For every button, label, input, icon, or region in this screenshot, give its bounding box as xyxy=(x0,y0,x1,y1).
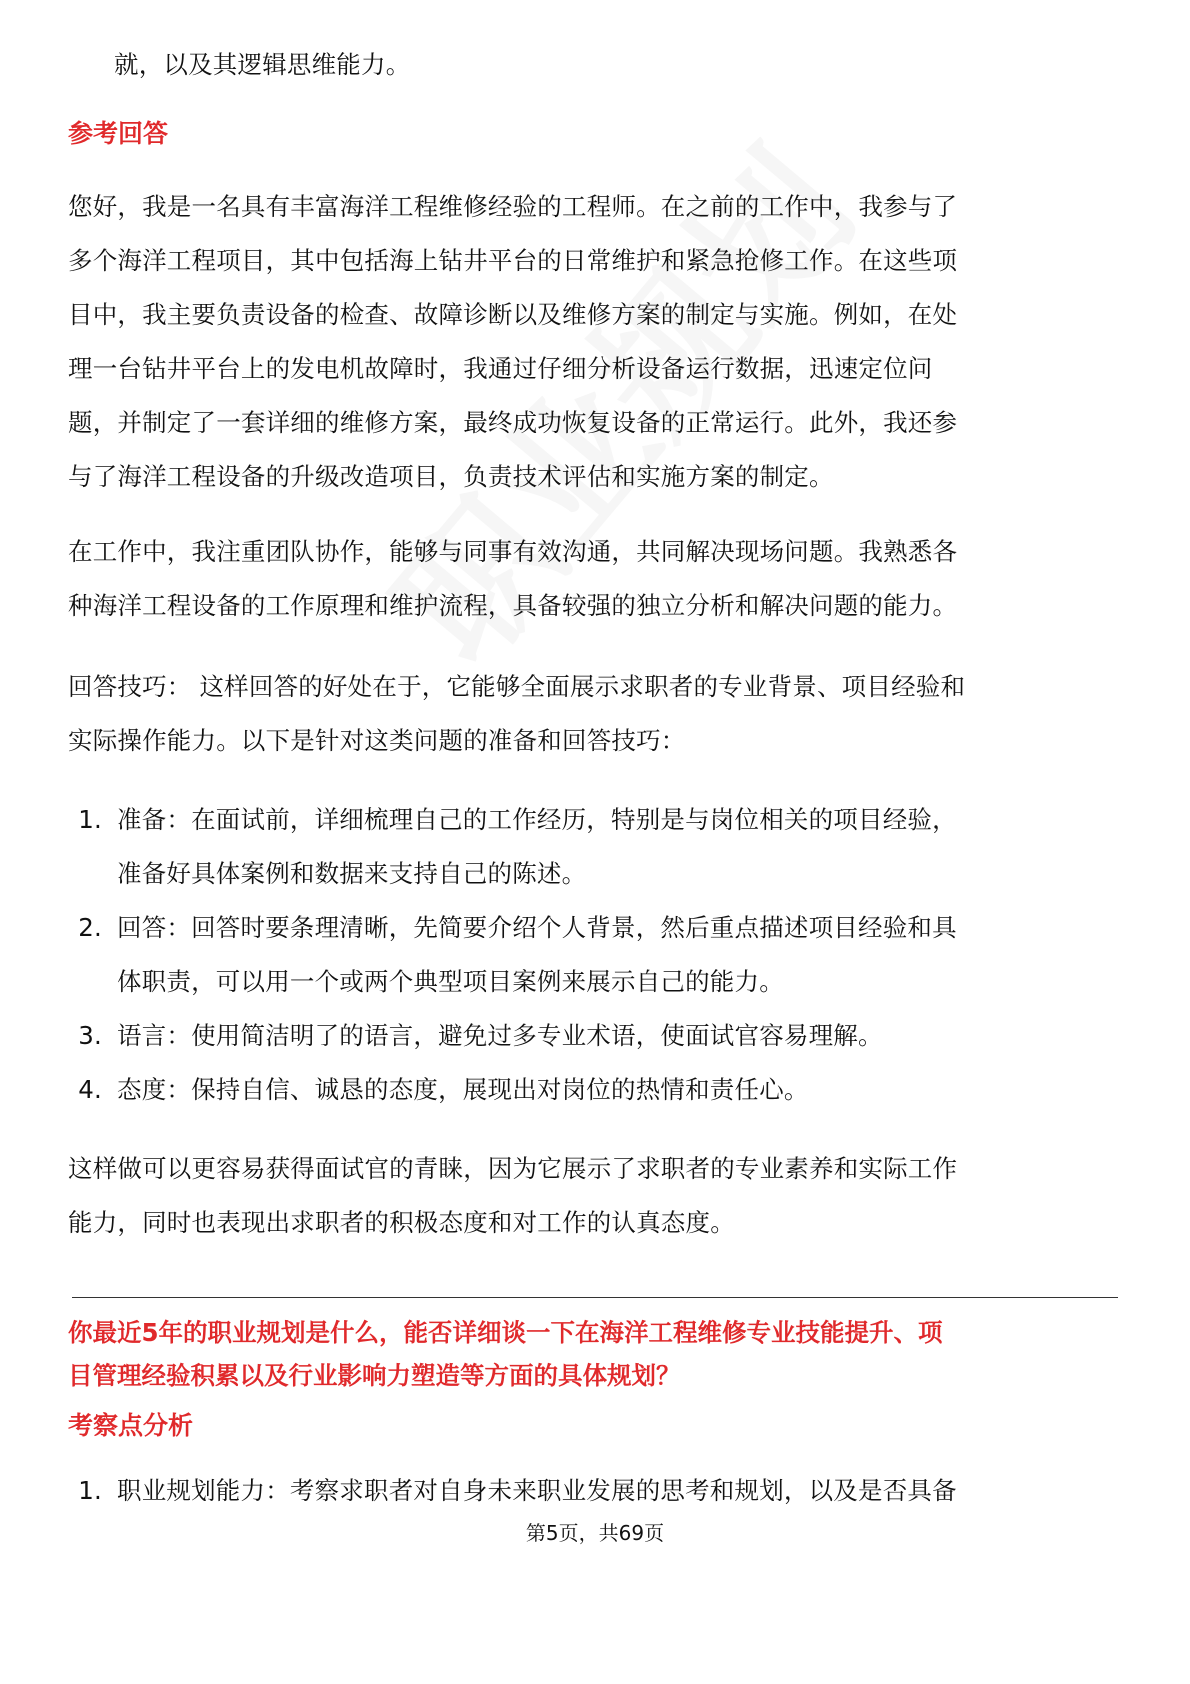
list-item xyxy=(0,793,1190,901)
answer-paragraph-2 xyxy=(68,525,1128,633)
text-line: 在工作中，我注重团队协作，能够与同事有效沟通，共同解决现场问题。我熟悉各 xyxy=(68,537,958,566)
list-number: 3. xyxy=(78,1021,102,1050)
text-line: 回答技巧： 这样回答的好处在于，它能够全面展示求职者的专业背景、项目经验和 xyxy=(68,672,966,701)
question-line: 你最近5年的职业规划是什么，能否详细谈一下在海洋工程维修专业技能提升、项 xyxy=(68,1318,943,1347)
list-item xyxy=(0,901,1190,1009)
list-item xyxy=(0,1009,1190,1063)
text-line: 您好，我是一名具有丰富海洋工程维修经验的工程师。在之前的工作中，我参与了 xyxy=(68,192,958,221)
closing-paragraph xyxy=(68,1142,1128,1250)
text-line: 种海洋工程设备的工作原理和维护流程，具备较强的独立分析和解决问题的能力。 xyxy=(68,591,958,620)
analysis-list xyxy=(0,1464,1190,1518)
list-item-line: 准备：在面试前，详细梳理自己的工作经历，特别是与岗位相关的项目经验， xyxy=(117,805,957,834)
section-divider xyxy=(72,1297,1118,1298)
text-line: 能力，同时也表现出求职者的积极态度和对工作的认真态度。 xyxy=(68,1208,735,1237)
text-line: 多个海洋工程项目，其中包括海上钻井平台的日常维护和紧急抢修工作。在这些项 xyxy=(68,246,958,275)
text-line: 与了海洋工程设备的升级改造项目，负责技术评估和实施方案的制定。 xyxy=(68,462,834,491)
question-line: 目管理经验积累以及行业影响力塑造等方面的具体规划？ xyxy=(68,1361,681,1390)
analysis-heading: 考察点分析 xyxy=(68,1411,194,1440)
list-item-line: 职业规划能力：考察求职者对自身未来职业发展的思考和规划，以及是否具备 xyxy=(117,1476,957,1505)
list-item-line: 体职责，可以用一个或两个典型项目案例来展示自己的能力。 xyxy=(117,967,784,996)
reference-answer-heading: 参考回答 xyxy=(68,119,169,148)
continuation-line: 就，以及其逻辑思维能力。 xyxy=(114,50,411,79)
list-number: 1. xyxy=(78,1476,102,1505)
answer-paragraph-1 xyxy=(68,180,1128,504)
text-line: 这样做可以更容易获得面试官的青睐，因为它展示了求职者的专业素养和实际工作 xyxy=(68,1154,958,1183)
answer-tips-paragraph xyxy=(68,660,1128,768)
list-number: 4. xyxy=(78,1075,102,1104)
page-footer: 第5页，共69页 xyxy=(525,1521,665,1545)
interview-question xyxy=(68,1311,1128,1397)
list-number: 1. xyxy=(78,805,102,834)
text-line: 题，并制定了一套详细的维修方案，最终成功恢复设备的正常运行。此外，我还参 xyxy=(68,408,958,437)
list-item xyxy=(0,1063,1190,1117)
list-item xyxy=(0,1464,1190,1518)
tips-list xyxy=(0,793,1190,1123)
text-line: 实际操作能力。以下是针对这类问题的准备和回答技巧： xyxy=(68,726,686,755)
list-item-line: 态度：保持自信、诚恳的态度，展现出对岗位的热情和责任心。 xyxy=(117,1075,809,1104)
list-item-line: 准备好具体案例和数据来支持自己的陈述。 xyxy=(117,859,587,888)
list-item-line: 语言：使用简洁明了的语言，避免过多专业术语，使面试官容易理解。 xyxy=(117,1021,883,1050)
text-line: 理一台钻井平台上的发电机故障时，我通过仔细分析设备运行数据，迅速定位问 xyxy=(68,354,933,383)
list-number: 2. xyxy=(78,913,102,942)
text-line: 目中，我主要负责设备的检查、故障诊断以及维修方案的制定与实施。例如，在处 xyxy=(68,300,958,329)
list-item-line: 回答：回答时要条理清晰，先简要介绍个人背景，然后重点描述项目经验和具 xyxy=(117,913,957,942)
